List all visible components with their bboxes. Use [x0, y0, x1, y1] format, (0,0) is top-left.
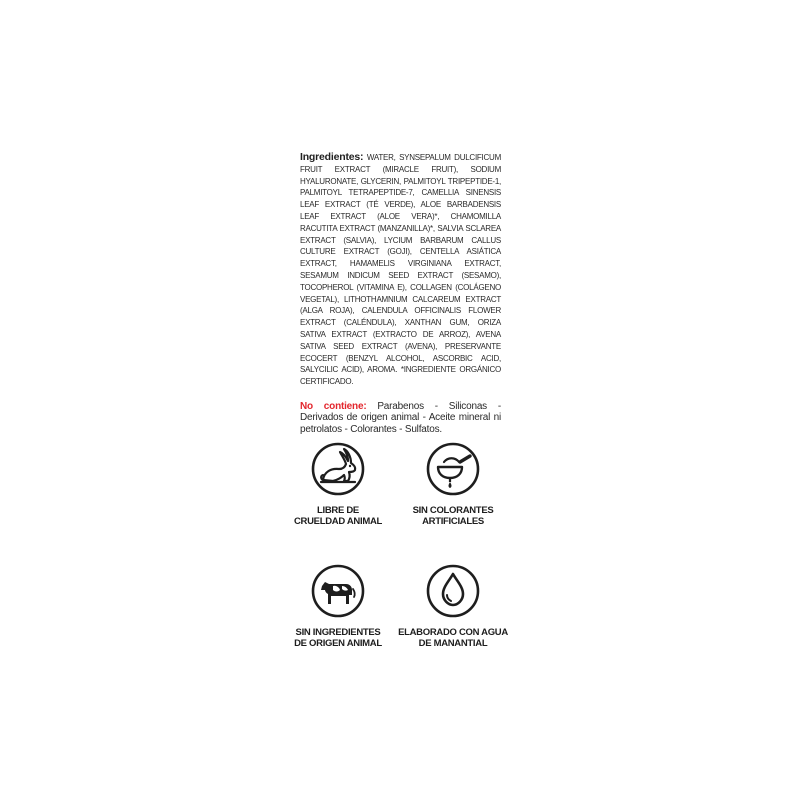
- badge-caption: ELABORADO CON AGUA DE MANANTIAL: [398, 627, 508, 649]
- product-label: [300, 152, 501, 435]
- badge-cruelty-free: [283, 440, 393, 527]
- cow-icon: [309, 562, 367, 620]
- ingredients-paragraph: [300, 152, 501, 388]
- badge-caption: SIN COLORANTES ARTIFICIALES: [412, 505, 494, 527]
- ingredients-text: WATER, SYNSEPALUM DULCIFICUM FRUIT EXTRACT (MIRACLE FRUIT), SODIUM HYALURONATE, GLYCERIN, PALMITOYL TRIPEPTIDE-1, PALMITOYL TETRAPEPTIDE-7, CAMELLIA SINENSIS LEAF EXTRACT (TÉ VERDE), ALOE BARBADENSIS LEAF EXTRACT (ALOE VERA)*, CHAMOMILLA RACUTITA EXTRACT (MANZANILLA)*, SALVIA SCLAREA EXTRACT (SALVIA), LYCIUM BARBARUM CALLUS CULTURE EXTRACT (GOJI), CENTELLA ASIÁTICA EXTRACT, HAMAMELIS VIRGINIANA EXTRACT, SESAMUM INDICUM SEED EXTRACT (SESAMO), TOCOPHEROL (VITAMINA E), COLLAGEN (COLÁGENO VEGETAL), LITHOTHAMNIUM CALCAREUM EXTRACT (ALGA ROJA), CALENDULA OFFICINALIS FLOWER EXTRACT (CALÉNDULA), XANTHAN GUM, ORIZA SATIVA EXTRACT (EXTRACTO DE ARROZ), AVENA SATIVA SEED EXTRACT (AVENA), PRESERVANTE ECOCERT (BENZYL ALCOHOL, ASCORBIC ACID, SALYCILIC ACID), AROMA. *INGREDIENTE ORGÁNICO CERTIFICADO.: [300, 153, 501, 387]
- badge-spring-water: [398, 562, 508, 649]
- water-drop-icon: [424, 562, 482, 620]
- feature-badges: [290, 440, 520, 660]
- ingredients-label: Ingredientes:: [300, 151, 364, 163]
- rabbit-icon: [309, 440, 367, 498]
- badge-no-animal-ingredients: [283, 562, 393, 649]
- badge-caption: SIN INGREDIENTES DE ORIGEN ANIMAL: [294, 627, 382, 649]
- no-contiene-paragraph: [300, 401, 501, 436]
- badge-caption: LIBRE DE CRUELDAD ANIMAL: [293, 505, 383, 527]
- no-contiene-text: Parabenos - Siliconas - Derivados de origen animal - Aceite mineral ni petrolatos - Colorantes - Sulfatos.: [300, 400, 501, 435]
- dropper-icon: [424, 440, 482, 498]
- badge-no-colorants: [398, 440, 508, 527]
- no-contiene-label: No contiene:: [300, 400, 367, 412]
